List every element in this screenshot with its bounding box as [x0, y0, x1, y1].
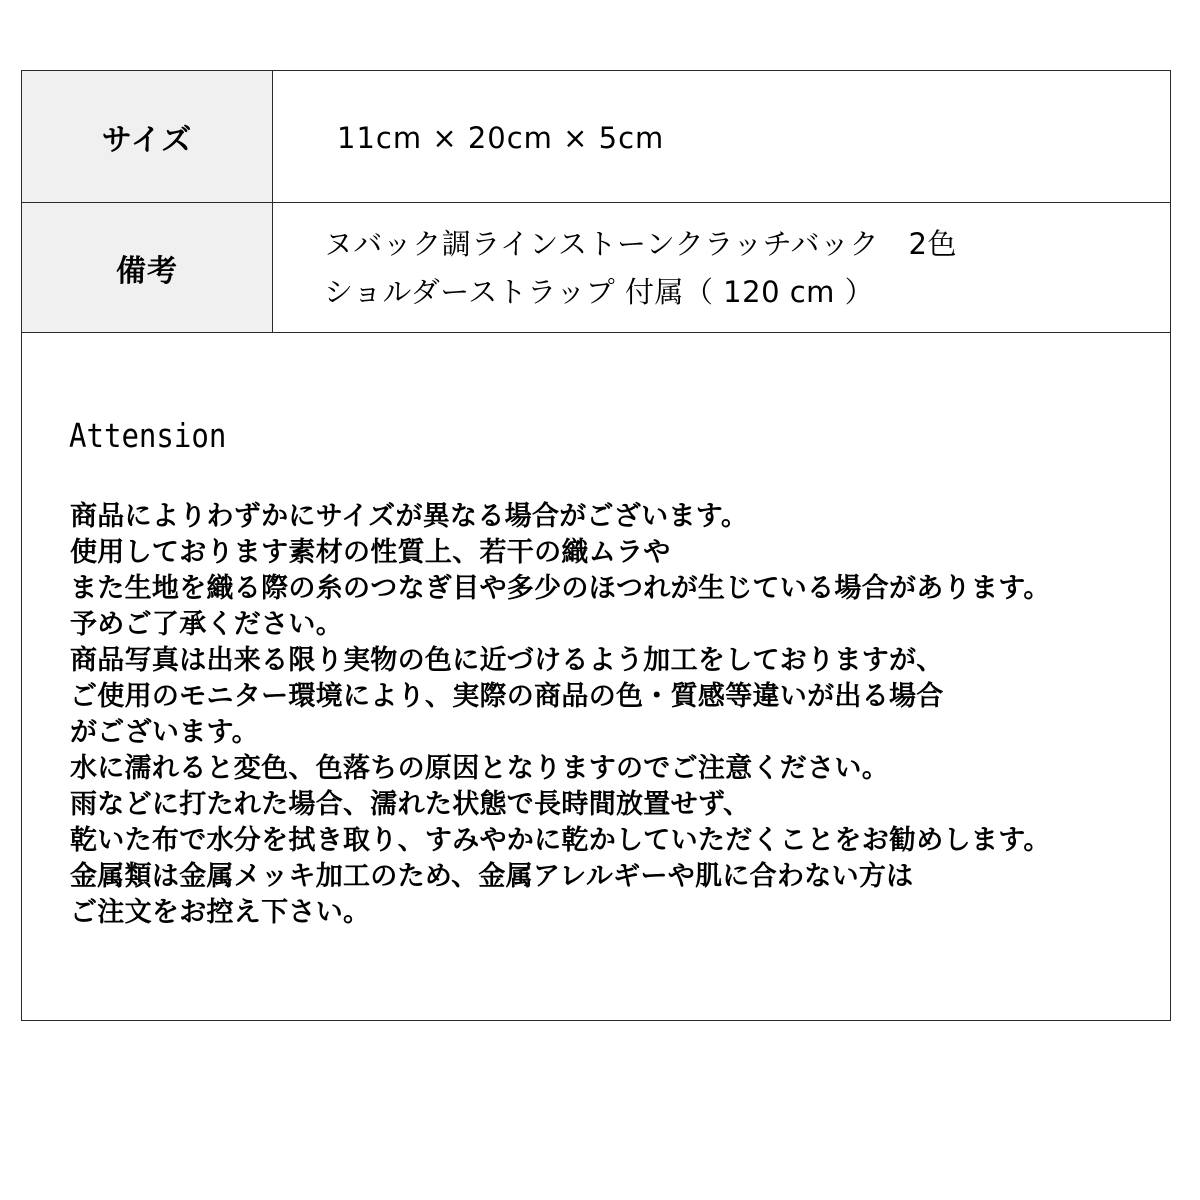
- attention-line: ご注文をお控え下さい。: [70, 897, 371, 928]
- size-value: 11cm × 20cm × 5cm: [337, 120, 665, 155]
- attention-line: 使用しております素材の性質上、若干の織ムラや: [70, 537, 671, 568]
- attention-line: ご使用のモニター環境により、実際の商品の色・質感等違いが出る場合: [70, 681, 944, 712]
- attention-text: [70, 499, 1051, 931]
- notes-value-cell: [273, 203, 1171, 333]
- attention-line: 水に濡れると変色、色落ちの原因となりますのでご注意ください。: [70, 753, 889, 784]
- attention-line: また生地を織る際の糸のつなぎ目や多少のほつれが生じている場合があります。: [70, 573, 1051, 604]
- notes-line-product: ヌバック調ラインストーンクラッチバック 2色: [324, 226, 957, 261]
- attention-heading: Attension: [69, 416, 227, 455]
- attention-line: 金属類は金属メッキ加工のため、金属アレルギーや肌に合わない方は: [70, 861, 914, 892]
- size-label: サイズ: [22, 71, 273, 203]
- notes-line-strap: ショルダーストラップ 付属（ 120 cm ）: [324, 274, 875, 309]
- attention-line: 雨などに打たれた場合、濡れた状態で長時間放置せず、: [70, 789, 751, 820]
- size-value-cell: [273, 71, 1171, 203]
- attention-line: がございます。: [70, 717, 259, 748]
- attention-line: 乾いた布で水分を拭き取り、すみやかに乾かしていただくことをお勧めします。: [70, 825, 1051, 856]
- attention-line: 商品によりわずかにサイズが異なる場合がございます。: [70, 501, 749, 532]
- notes-row: [22, 203, 1171, 333]
- size-row: [22, 71, 1171, 203]
- attention-section: [21, 331, 1171, 1021]
- attention-line: 商品写真は出来る限り実物の色に近づけるよう加工をしておりますが、: [70, 645, 944, 676]
- notes-label: 備考: [22, 203, 273, 333]
- attention-line: 予めご了承ください。: [70, 609, 343, 640]
- spec-table: [21, 70, 1171, 333]
